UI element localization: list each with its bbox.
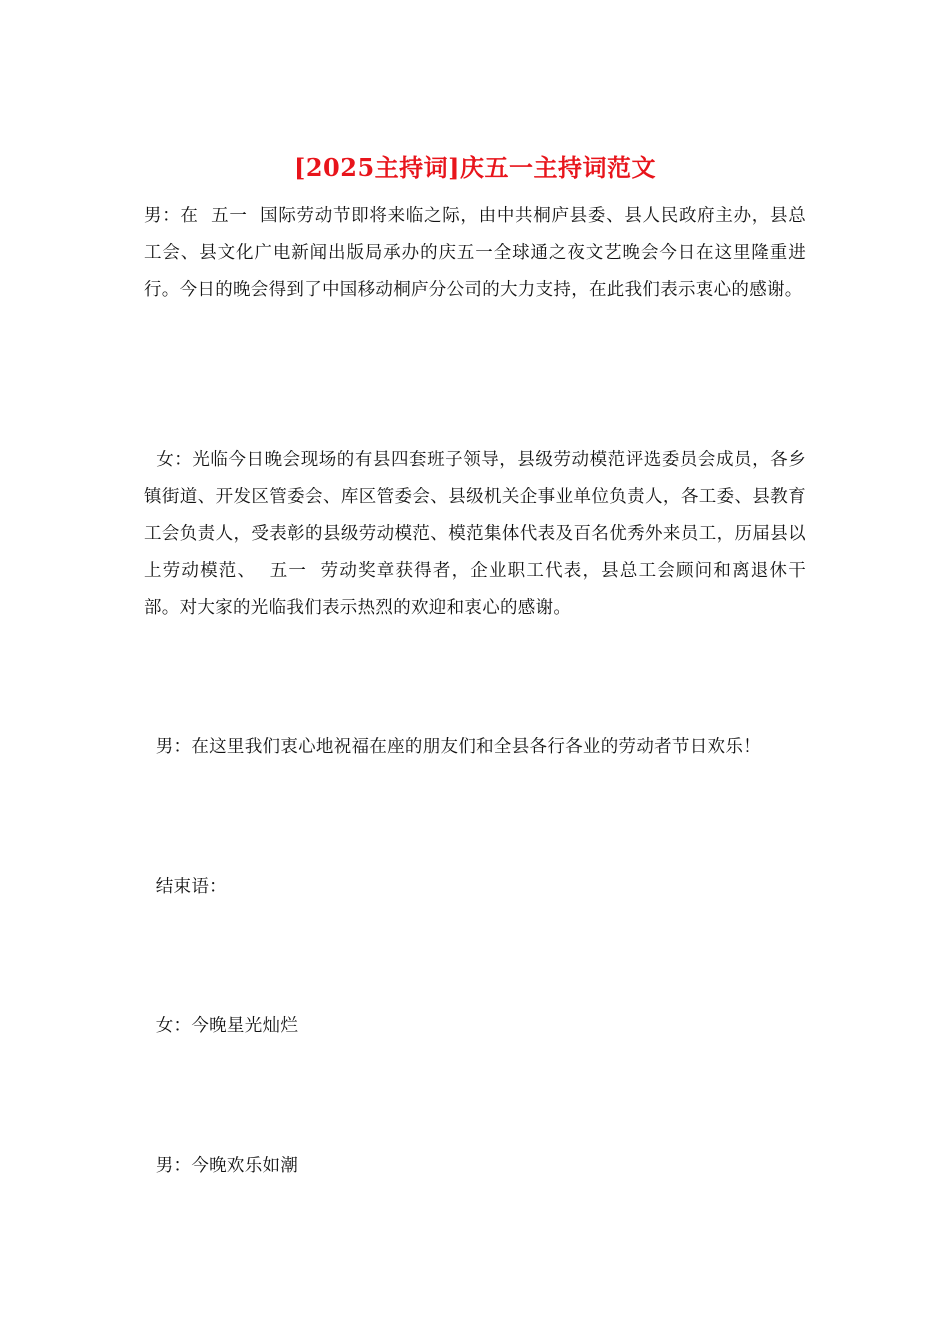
paragraph-male-opening: 男：在 五一 国际劳动节即将来临之际，由中共桐庐县委、县人民政府主办，县总工会、县文化广电新闻出版局承办的庆五一全球通之夜文艺晚会今日在这里隆重进行。今日的晚会得到了中国移动桐庐分公司的大力支持，在此我们表示衷心的感谢。 [144, 206, 806, 300]
paragraph-male-closing: 男：今晚欢乐如潮 [144, 1156, 299, 1176]
paragraph-female-guests: 女：光临今日晚会现场的有县四套班子领导，县级劳动模范评选委员会成员，各乡镇街道、开发区管委会、库区管委会、县级机关企事业单位负责人，各工委、县教育工会负责人，受表彰的县级劳动模范、模范集体代表及百名优秀外来员工，历届县以上劳动模范、 五一 劳动奖章获得者，企业职工代表，县总工会顾问和离退休干部。对大家的光临我们表示热烈的欢迎和衷心的感谢。 [144, 450, 807, 618]
document-title: [2025主持词]庆五一主持词范文 [293, 153, 656, 182]
paragraph-closing-heading: 结束语： [144, 877, 227, 897]
paragraph-female-closing: 女：今晚星光灿烂 [144, 1016, 299, 1036]
paragraph-male-blessing: 男：在这里我们衷心地祝福在座的朋友们和全县各行各业的劳动者节日欢乐！ [144, 737, 761, 757]
